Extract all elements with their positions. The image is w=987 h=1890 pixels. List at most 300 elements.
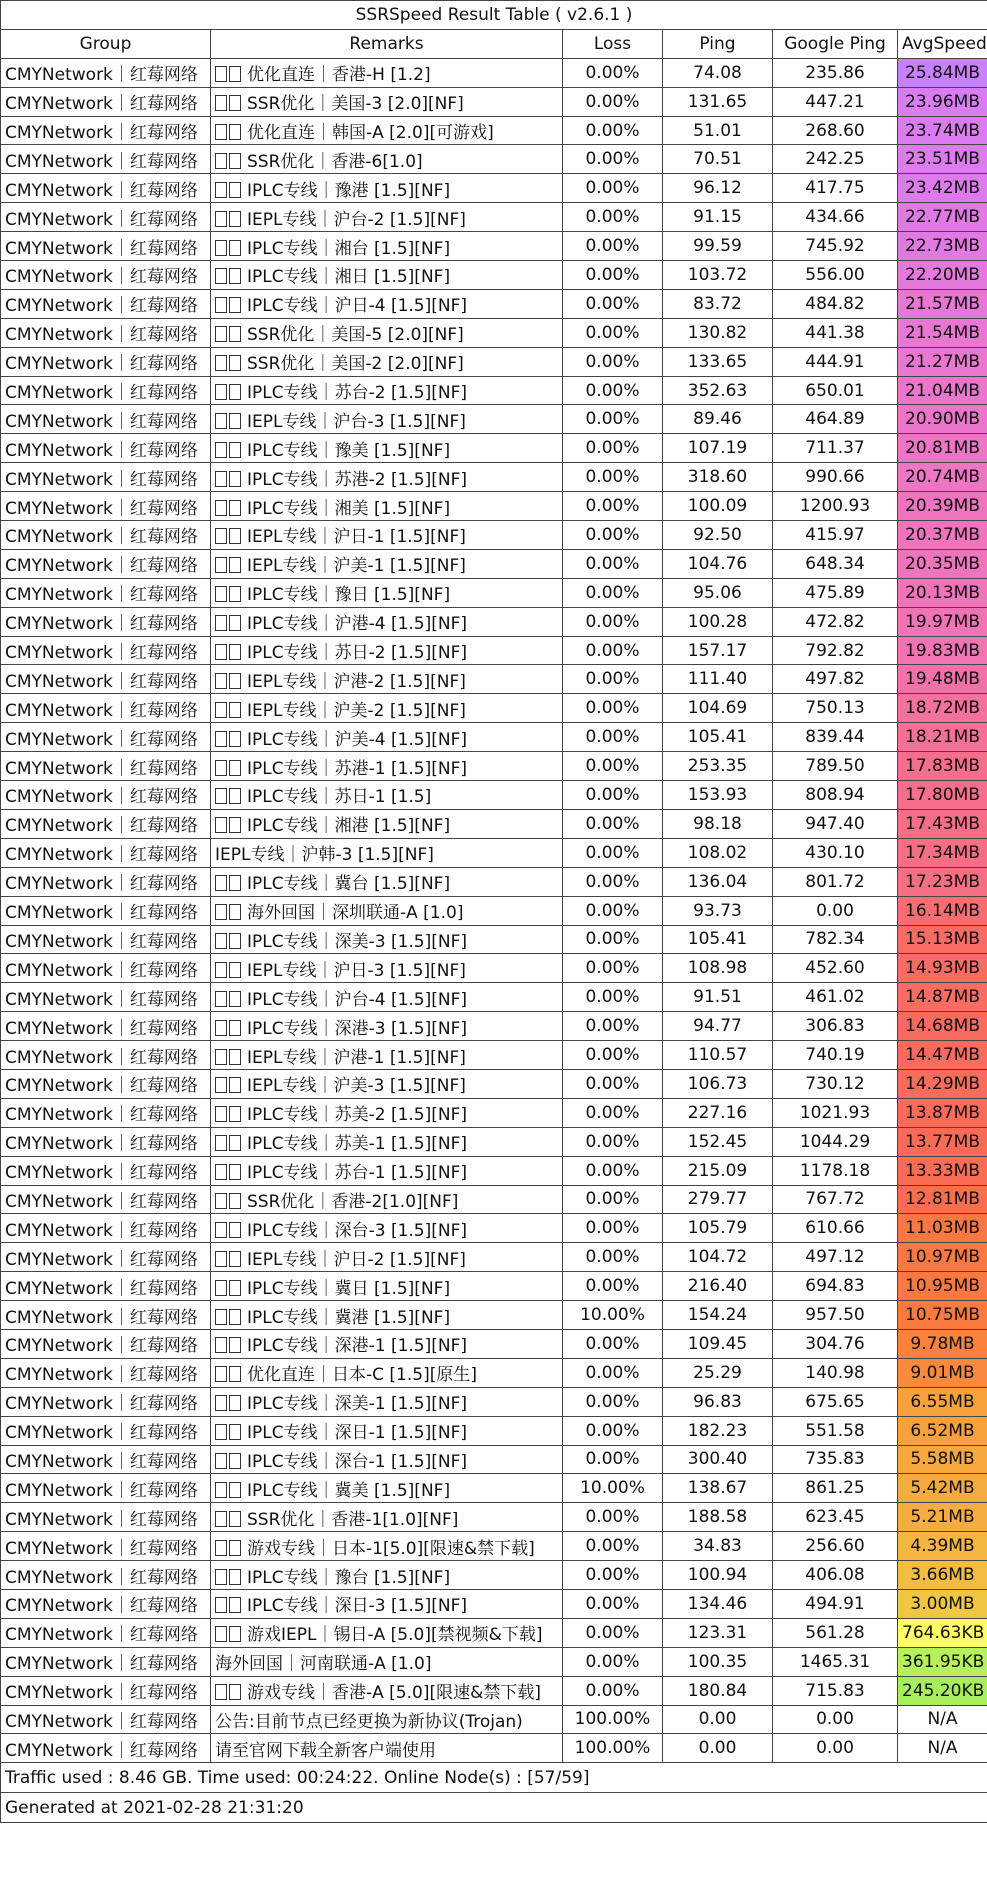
cell-ping: 100.28 bbox=[663, 607, 773, 636]
table-row bbox=[1, 232, 987, 261]
cell-avg-speed: 23.74MB bbox=[898, 116, 987, 145]
cell-remarks bbox=[211, 232, 563, 261]
cell-loss: 0.00% bbox=[563, 694, 663, 723]
cell-avg-speed: 17.80MB bbox=[898, 781, 987, 810]
remarks-text: IPLC专线｜苏台-2 [1.5][NF] bbox=[247, 383, 468, 404]
cell-remarks bbox=[211, 261, 563, 290]
cell-avg-speed: 21.57MB bbox=[898, 289, 987, 318]
remarks-text: IEPL专线｜沪美-1 [1.5][NF] bbox=[247, 556, 466, 577]
table-row bbox=[1, 925, 987, 954]
flag-placeholder-icon bbox=[215, 326, 227, 342]
cell-group: CMYNetwork｜红莓网络 bbox=[1, 1532, 211, 1561]
cell-google-ping: 711.37 bbox=[773, 434, 898, 463]
cell-remarks bbox=[211, 1358, 563, 1387]
table-row bbox=[1, 1734, 987, 1763]
remarks-text: IEPL专线｜沪台-3 [1.5][NF] bbox=[247, 411, 466, 432]
cell-avg-speed: 20.74MB bbox=[898, 463, 987, 492]
cell-google-ping: 990.66 bbox=[773, 463, 898, 492]
cell-avg-speed: 9.01MB bbox=[898, 1358, 987, 1387]
remarks-text: IPLC专线｜冀日 [1.5][NF] bbox=[247, 1278, 451, 1299]
flag-placeholder-icon bbox=[215, 1106, 227, 1122]
cell-google-ping: 415.97 bbox=[773, 521, 898, 550]
cell-loss: 0.00% bbox=[563, 434, 663, 463]
table-row bbox=[1, 694, 987, 723]
cell-ping: 108.98 bbox=[663, 954, 773, 983]
cell-group: CMYNetwork｜红莓网络 bbox=[1, 347, 211, 376]
cell-loss: 0.00% bbox=[563, 925, 663, 954]
cell-remarks bbox=[211, 752, 563, 781]
flag-placeholder-icon bbox=[215, 442, 227, 458]
cell-google-ping: 556.00 bbox=[773, 261, 898, 290]
flag-placeholder-icon bbox=[229, 1626, 241, 1642]
cell-group: CMYNetwork｜红莓网络 bbox=[1, 1358, 211, 1387]
cell-ping: 74.08 bbox=[663, 58, 773, 87]
cell-avg-speed: 18.72MB bbox=[898, 694, 987, 723]
cell-avg-speed: 10.97MB bbox=[898, 1243, 987, 1272]
cell-group: CMYNetwork｜红莓网络 bbox=[1, 1127, 211, 1156]
remarks-text: IPLC专线｜苏台-1 [1.5][NF] bbox=[247, 1163, 468, 1184]
cell-google-ping: 750.13 bbox=[773, 694, 898, 723]
cell-ping: 133.65 bbox=[663, 347, 773, 376]
cell-ping: 99.59 bbox=[663, 232, 773, 261]
table-row bbox=[1, 1387, 987, 1416]
cell-remarks bbox=[211, 1387, 563, 1416]
cell-group: CMYNetwork｜红莓网络 bbox=[1, 492, 211, 521]
cell-remarks bbox=[211, 1561, 563, 1590]
cell-google-ping: 792.82 bbox=[773, 636, 898, 665]
cell-loss: 0.00% bbox=[563, 145, 663, 174]
cell-ping: 253.35 bbox=[663, 752, 773, 781]
cell-ping: 104.76 bbox=[663, 549, 773, 578]
cell-remarks bbox=[211, 463, 563, 492]
table-row bbox=[1, 434, 987, 463]
cell-loss: 0.00% bbox=[563, 665, 663, 694]
table-row bbox=[1, 896, 987, 925]
cell-ping: 318.60 bbox=[663, 463, 773, 492]
cell-avg-speed: 20.37MB bbox=[898, 521, 987, 550]
remarks-text: IPLC专线｜苏美-1 [1.5][NF] bbox=[247, 1134, 468, 1155]
cell-avg-speed: N/A bbox=[898, 1734, 987, 1763]
cell-remarks bbox=[211, 1185, 563, 1214]
cell-loss: 0.00% bbox=[563, 636, 663, 665]
cell-google-ping: 475.89 bbox=[773, 578, 898, 607]
cell-remarks bbox=[211, 1474, 563, 1503]
table-row bbox=[1, 1503, 987, 1532]
cell-avg-speed: 764.63KB bbox=[898, 1618, 987, 1647]
cell-google-ping: 406.08 bbox=[773, 1561, 898, 1590]
cell-loss: 0.00% bbox=[563, 1041, 663, 1070]
flag-placeholder-icon bbox=[229, 326, 241, 342]
flag-placeholder-icon bbox=[215, 1164, 227, 1180]
cell-remarks bbox=[211, 347, 563, 376]
cell-avg-speed: 14.87MB bbox=[898, 983, 987, 1012]
remarks-text: IPLC专线｜冀美 [1.5][NF] bbox=[247, 1480, 451, 1501]
cell-google-ping: 1465.31 bbox=[773, 1647, 898, 1676]
cell-avg-speed: 20.81MB bbox=[898, 434, 987, 463]
cell-loss: 10.00% bbox=[563, 1301, 663, 1330]
cell-ping: 180.84 bbox=[663, 1676, 773, 1705]
table-row bbox=[1, 809, 987, 838]
remarks-text: IPLC专线｜沪台-4 [1.5][NF] bbox=[247, 989, 468, 1010]
cell-google-ping: 1044.29 bbox=[773, 1127, 898, 1156]
cell-ping: 0.00 bbox=[663, 1705, 773, 1734]
flag-placeholder-icon bbox=[229, 731, 241, 747]
cell-remarks bbox=[211, 1589, 563, 1618]
cell-remarks bbox=[211, 578, 563, 607]
table-row bbox=[1, 1156, 987, 1185]
flag-placeholder-icon bbox=[229, 297, 241, 313]
cell-google-ping: 1178.18 bbox=[773, 1156, 898, 1185]
cell-avg-speed: 19.97MB bbox=[898, 607, 987, 636]
cell-remarks bbox=[211, 58, 563, 87]
cell-ping: 109.45 bbox=[663, 1329, 773, 1358]
cell-group: CMYNetwork｜红莓网络 bbox=[1, 636, 211, 665]
cell-group: CMYNetwork｜红莓网络 bbox=[1, 1503, 211, 1532]
cell-google-ping: 808.94 bbox=[773, 781, 898, 810]
cell-group: CMYNetwork｜红莓网络 bbox=[1, 1041, 211, 1070]
remarks-text: IPLC专线｜湘美 [1.5][NF] bbox=[247, 498, 451, 519]
cell-loss: 0.00% bbox=[563, 405, 663, 434]
header-remarks: Remarks bbox=[211, 29, 563, 58]
cell-remarks bbox=[211, 1532, 563, 1561]
remarks-text: 优化直连｜韩国-A [2.0][可游戏] bbox=[247, 123, 494, 143]
remarks-text: IPLC专线｜深台-1 [1.5][NF] bbox=[247, 1451, 468, 1472]
cell-group: CMYNetwork｜红莓网络 bbox=[1, 1734, 211, 1763]
flag-placeholder-icon bbox=[215, 933, 227, 949]
flag-placeholder-icon bbox=[215, 1020, 227, 1036]
flag-placeholder-icon bbox=[229, 991, 241, 1007]
cell-ping: 89.46 bbox=[663, 405, 773, 434]
cell-remarks bbox=[211, 809, 563, 838]
cell-avg-speed: 15.13MB bbox=[898, 925, 987, 954]
flag-placeholder-icon bbox=[229, 1077, 241, 1093]
remarks-text: IPLC专线｜豫港 [1.5][NF] bbox=[247, 180, 451, 201]
flag-placeholder-icon bbox=[215, 731, 227, 747]
cell-avg-speed: 20.39MB bbox=[898, 492, 987, 521]
cell-group: CMYNetwork｜红莓网络 bbox=[1, 1705, 211, 1734]
remarks-text: IPLC专线｜苏日-2 [1.5][NF] bbox=[247, 643, 468, 664]
remarks-text: IPLC专线｜豫日 [1.5][NF] bbox=[247, 585, 451, 606]
cell-google-ping: 861.25 bbox=[773, 1474, 898, 1503]
table-row bbox=[1, 1532, 987, 1561]
remarks-text: IPLC专线｜深美-1 [1.5][NF] bbox=[247, 1394, 468, 1415]
cell-avg-speed: 18.21MB bbox=[898, 723, 987, 752]
remarks-text: IPLC专线｜苏美-2 [1.5][NF] bbox=[247, 1105, 468, 1126]
remarks-text: IPLC专线｜苏港-1 [1.5][NF] bbox=[247, 758, 468, 779]
cell-avg-speed: 21.27MB bbox=[898, 347, 987, 376]
flag-placeholder-icon bbox=[229, 615, 241, 631]
header-ping: Ping bbox=[663, 29, 773, 58]
flag-placeholder-icon bbox=[215, 1280, 227, 1296]
cell-ping: 96.12 bbox=[663, 174, 773, 203]
cell-loss: 0.00% bbox=[563, 752, 663, 781]
table-row bbox=[1, 1561, 987, 1590]
cell-remarks bbox=[211, 405, 563, 434]
remarks-text: 游戏专线｜香港-A [5.0][限速&禁下载] bbox=[247, 1683, 541, 1704]
cell-google-ping: 735.83 bbox=[773, 1445, 898, 1474]
cell-loss: 0.00% bbox=[563, 463, 663, 492]
table-row bbox=[1, 1329, 987, 1358]
cell-avg-speed: 20.90MB bbox=[898, 405, 987, 434]
remarks-text: IPLC专线｜湘日 [1.5][NF] bbox=[247, 267, 451, 288]
cell-ping: 227.16 bbox=[663, 1098, 773, 1127]
cell-ping: 105.79 bbox=[663, 1214, 773, 1243]
cell-remarks bbox=[211, 1069, 563, 1098]
cell-remarks bbox=[211, 289, 563, 318]
table-row bbox=[1, 867, 987, 896]
cell-remarks bbox=[211, 1243, 563, 1272]
cell-group: CMYNetwork｜红莓网络 bbox=[1, 1185, 211, 1214]
remarks-text: IEPL专线｜沪美-3 [1.5][NF] bbox=[247, 1076, 466, 1097]
flag-placeholder-icon bbox=[215, 904, 227, 920]
cell-avg-speed: 5.42MB bbox=[898, 1474, 987, 1503]
flag-placeholder-icon bbox=[229, 702, 241, 718]
cell-google-ping: 648.34 bbox=[773, 549, 898, 578]
flag-placeholder-icon bbox=[229, 875, 241, 891]
cell-avg-speed: 14.93MB bbox=[898, 954, 987, 983]
cell-avg-speed: 22.77MB bbox=[898, 203, 987, 232]
cell-ping: 130.82 bbox=[663, 318, 773, 347]
remarks-text: IEPL专线｜沪日-3 [1.5][NF] bbox=[247, 960, 466, 981]
flag-placeholder-icon bbox=[229, 1049, 241, 1065]
cell-avg-speed: 21.04MB bbox=[898, 376, 987, 405]
cell-remarks bbox=[211, 636, 563, 665]
flag-placeholder-icon bbox=[229, 1020, 241, 1036]
flag-placeholder-icon bbox=[215, 1077, 227, 1093]
flag-placeholder-icon bbox=[229, 1569, 241, 1585]
cell-remarks bbox=[211, 665, 563, 694]
flag-placeholder-icon bbox=[229, 500, 241, 516]
cell-google-ping: 767.72 bbox=[773, 1185, 898, 1214]
flag-placeholder-icon bbox=[215, 355, 227, 371]
cell-google-ping: 494.91 bbox=[773, 1589, 898, 1618]
header-avg-speed: AvgSpeed bbox=[898, 29, 987, 58]
cell-google-ping: 441.38 bbox=[773, 318, 898, 347]
cell-google-ping: 464.89 bbox=[773, 405, 898, 434]
cell-remarks bbox=[211, 694, 563, 723]
cell-avg-speed: 23.42MB bbox=[898, 174, 987, 203]
cell-avg-speed: 17.43MB bbox=[898, 809, 987, 838]
cell-group: CMYNetwork｜红莓网络 bbox=[1, 1243, 211, 1272]
cell-remarks bbox=[211, 1214, 563, 1243]
flag-placeholder-icon bbox=[215, 817, 227, 833]
cell-loss: 0.00% bbox=[563, 87, 663, 116]
cell-ping: 111.40 bbox=[663, 665, 773, 694]
cell-remarks bbox=[211, 1416, 563, 1445]
cell-ping: 138.67 bbox=[663, 1474, 773, 1503]
cell-ping: 94.77 bbox=[663, 1012, 773, 1041]
cell-google-ping: 623.45 bbox=[773, 1503, 898, 1532]
cell-loss: 0.00% bbox=[563, 116, 663, 145]
cell-loss: 0.00% bbox=[563, 1012, 663, 1041]
table-row bbox=[1, 781, 987, 810]
cell-group: CMYNetwork｜红莓网络 bbox=[1, 694, 211, 723]
flag-placeholder-icon bbox=[215, 413, 227, 429]
flag-placeholder-icon bbox=[229, 557, 241, 573]
cell-avg-speed: 10.95MB bbox=[898, 1272, 987, 1301]
cell-remarks: 海外回国｜河南联通-A [1.0] bbox=[211, 1647, 563, 1676]
cell-google-ping: 1021.93 bbox=[773, 1098, 898, 1127]
cell-ping: 188.58 bbox=[663, 1503, 773, 1532]
table-row bbox=[1, 1127, 987, 1156]
cell-group: CMYNetwork｜红莓网络 bbox=[1, 203, 211, 232]
cell-remarks bbox=[211, 376, 563, 405]
cell-group: CMYNetwork｜红莓网络 bbox=[1, 838, 211, 867]
cell-google-ping: 497.82 bbox=[773, 665, 898, 694]
flag-placeholder-icon bbox=[215, 1251, 227, 1267]
cell-group: CMYNetwork｜红莓网络 bbox=[1, 289, 211, 318]
cell-avg-speed: 17.83MB bbox=[898, 752, 987, 781]
cell-remarks bbox=[211, 1503, 563, 1532]
cell-google-ping: 461.02 bbox=[773, 983, 898, 1012]
cell-loss: 100.00% bbox=[563, 1734, 663, 1763]
cell-google-ping: 304.76 bbox=[773, 1329, 898, 1358]
table-row bbox=[1, 838, 987, 867]
flag-placeholder-icon bbox=[229, 933, 241, 949]
flag-placeholder-icon bbox=[229, 760, 241, 776]
cell-remarks bbox=[211, 145, 563, 174]
cell-loss: 0.00% bbox=[563, 174, 663, 203]
cell-avg-speed: 14.29MB bbox=[898, 1069, 987, 1098]
table-row bbox=[1, 1358, 987, 1387]
flag-placeholder-icon bbox=[229, 1337, 241, 1353]
table-row bbox=[1, 752, 987, 781]
cell-group: CMYNetwork｜红莓网络 bbox=[1, 896, 211, 925]
cell-loss: 0.00% bbox=[563, 521, 663, 550]
cell-loss: 0.00% bbox=[563, 232, 663, 261]
cell-ping: 104.69 bbox=[663, 694, 773, 723]
cell-google-ping: 256.60 bbox=[773, 1532, 898, 1561]
flag-placeholder-icon bbox=[229, 1395, 241, 1411]
cell-google-ping: 610.66 bbox=[773, 1214, 898, 1243]
cell-avg-speed: 13.87MB bbox=[898, 1098, 987, 1127]
cell-loss: 0.00% bbox=[563, 1358, 663, 1387]
cell-google-ping: 268.60 bbox=[773, 116, 898, 145]
table-row bbox=[1, 174, 987, 203]
cell-ping: 103.72 bbox=[663, 261, 773, 290]
table-row bbox=[1, 1098, 987, 1127]
cell-group: CMYNetwork｜红莓网络 bbox=[1, 145, 211, 174]
table-row bbox=[1, 1301, 987, 1330]
table-row bbox=[1, 723, 987, 752]
cell-ping: 215.09 bbox=[663, 1156, 773, 1185]
cell-google-ping: 472.82 bbox=[773, 607, 898, 636]
table-row bbox=[1, 347, 987, 376]
cell-group: CMYNetwork｜红莓网络 bbox=[1, 1445, 211, 1474]
cell-loss: 0.00% bbox=[563, 896, 663, 925]
table-title: SSRSpeed Result Table ( v2.6.1 ) bbox=[1, 1, 987, 30]
cell-loss: 0.00% bbox=[563, 203, 663, 232]
cell-remarks bbox=[211, 896, 563, 925]
remarks-text: SSR优化｜美国-5 [2.0][NF] bbox=[247, 325, 464, 346]
flag-placeholder-icon bbox=[229, 471, 241, 487]
cell-group: CMYNetwork｜红莓网络 bbox=[1, 87, 211, 116]
cell-loss: 0.00% bbox=[563, 376, 663, 405]
cell-ping: 216.40 bbox=[663, 1272, 773, 1301]
flag-placeholder-icon bbox=[215, 557, 227, 573]
cell-loss: 0.00% bbox=[563, 1387, 663, 1416]
cell-avg-speed: 4.39MB bbox=[898, 1532, 987, 1561]
flag-placeholder-icon bbox=[229, 962, 241, 978]
remarks-text: 优化直连｜香港-H [1.2] bbox=[247, 65, 431, 86]
cell-google-ping: 715.83 bbox=[773, 1676, 898, 1705]
cell-ping: 279.77 bbox=[663, 1185, 773, 1214]
table-row bbox=[1, 1243, 987, 1272]
table-row bbox=[1, 203, 987, 232]
flag-placeholder-icon bbox=[215, 95, 227, 111]
cell-avg-speed: 17.23MB bbox=[898, 867, 987, 896]
flag-placeholder-icon bbox=[229, 586, 241, 602]
cell-ping: 136.04 bbox=[663, 867, 773, 896]
cell-remarks bbox=[211, 983, 563, 1012]
cell-loss: 0.00% bbox=[563, 1589, 663, 1618]
cell-remarks bbox=[211, 318, 563, 347]
remarks-text: IPLC专线｜深台-3 [1.5][NF] bbox=[247, 1220, 468, 1241]
flag-placeholder-icon bbox=[215, 297, 227, 313]
cell-remarks bbox=[211, 174, 563, 203]
cell-remarks: IEPL专线｜沪韩-3 [1.5][NF] bbox=[211, 838, 563, 867]
cell-group: CMYNetwork｜红莓网络 bbox=[1, 261, 211, 290]
cell-avg-speed: 21.54MB bbox=[898, 318, 987, 347]
cell-loss: 0.00% bbox=[563, 1618, 663, 1647]
cell-avg-speed: 20.35MB bbox=[898, 549, 987, 578]
flag-placeholder-icon bbox=[229, 413, 241, 429]
table-row bbox=[1, 87, 987, 116]
flag-placeholder-icon bbox=[215, 1626, 227, 1642]
table-row bbox=[1, 261, 987, 290]
cell-loss: 0.00% bbox=[563, 838, 663, 867]
cell-ping: 93.73 bbox=[663, 896, 773, 925]
flag-placeholder-icon bbox=[229, 1309, 241, 1325]
cell-avg-speed: 5.21MB bbox=[898, 1503, 987, 1532]
cell-avg-speed: 20.13MB bbox=[898, 578, 987, 607]
flag-placeholder-icon bbox=[229, 788, 241, 804]
cell-ping: 110.57 bbox=[663, 1041, 773, 1070]
cell-avg-speed: 16.14MB bbox=[898, 896, 987, 925]
cell-ping: 70.51 bbox=[663, 145, 773, 174]
table-row bbox=[1, 954, 987, 983]
table-row bbox=[1, 1069, 987, 1098]
flag-placeholder-icon bbox=[229, 1193, 241, 1209]
cell-ping: 0.00 bbox=[663, 1734, 773, 1763]
cell-loss: 0.00% bbox=[563, 1214, 663, 1243]
cell-avg-speed: 245.20KB bbox=[898, 1676, 987, 1705]
cell-loss: 0.00% bbox=[563, 58, 663, 87]
table-row bbox=[1, 1416, 987, 1445]
cell-ping: 100.94 bbox=[663, 1561, 773, 1590]
cell-google-ping: 434.66 bbox=[773, 203, 898, 232]
cell-avg-speed: 14.68MB bbox=[898, 1012, 987, 1041]
cell-ping: 152.45 bbox=[663, 1127, 773, 1156]
cell-avg-speed: 25.84MB bbox=[898, 58, 987, 87]
remarks-text: IPLC专线｜苏日-1 [1.5] bbox=[247, 787, 432, 808]
cell-group: CMYNetwork｜红莓网络 bbox=[1, 1474, 211, 1503]
flag-placeholder-icon bbox=[229, 240, 241, 256]
remarks-text: SSR优化｜美国-2 [2.0][NF] bbox=[247, 354, 464, 375]
remarks-text: IPLC专线｜湘港 [1.5][NF] bbox=[247, 816, 451, 837]
cell-remarks bbox=[211, 723, 563, 752]
remarks-text: SSR优化｜香港-6[1.0] bbox=[247, 151, 423, 172]
cell-avg-speed: 11.03MB bbox=[898, 1214, 987, 1243]
header-group: Group bbox=[1, 29, 211, 58]
cell-loss: 0.00% bbox=[563, 781, 663, 810]
cell-remarks bbox=[211, 1012, 563, 1041]
remarks-text: IEPL专线｜沪美-2 [1.5][NF] bbox=[247, 700, 466, 721]
cell-group: CMYNetwork｜红莓网络 bbox=[1, 1329, 211, 1358]
cell-google-ping: 0.00 bbox=[773, 896, 898, 925]
remarks-text: IEPL专线｜沪港-2 [1.5][NF] bbox=[247, 671, 466, 692]
cell-loss: 0.00% bbox=[563, 1416, 663, 1445]
